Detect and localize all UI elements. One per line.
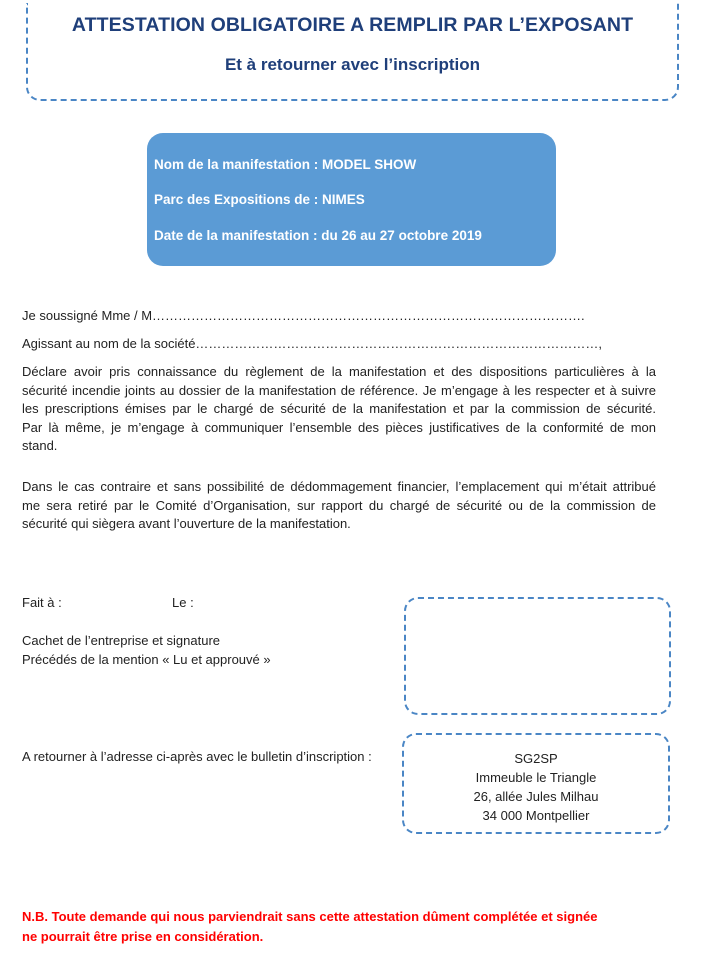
declaration-line: les prescriptions émises par le chargé de sécurité de la manifestation et par la commission de sécurité. [22,401,656,416]
event-date: Date de la manifestation : du 26 au 27 octobre 2019 [154,228,482,243]
declaration-line: stand. [22,438,58,453]
return-label: A retourner à l’adresse ci-après avec le bulletin d’inscription : [22,749,372,764]
header-box [26,3,679,101]
contrary-line: me sera retiré par le Comité d’Organisation, sur rapport du chargé de sécurité ou de la commission de [22,497,656,513]
place-label: Fait à : [22,595,62,610]
address-line: 34 000 Montpellier [482,808,590,823]
event-info-box [147,133,556,266]
document-title: ATTESTATION OBLIGATOIRE A REMPLIR PAR L’EXPOSANT [71,14,634,36]
nb-warning [22,907,662,947]
address-line: SG2SP [514,751,558,766]
declaration-paragraph [22,363,656,456]
company-field[interactable]: Agissant au nom de la société…………………………………………………………………………………, [22,336,603,351]
nb-line: N.B. Toute demande qui nous parviendrait sans cette attestation dûment complétée et signée [22,909,598,924]
nb-line: ne pourrait être prise en considération. [22,929,264,944]
date-label: Le : [172,595,194,610]
address-box [402,733,670,834]
address-line: 26, allée Jules Milhau [473,789,599,804]
signature-box[interactable] [404,597,671,715]
address-line: Immeuble le Triangle [475,770,597,785]
stamp-label: Cachet de l’entreprise et signature [22,633,221,648]
undersigned-field[interactable]: Je soussigné Mme / M………………………………………………………………………………………. [22,308,585,323]
contrary-paragraph [22,478,656,534]
event-name: Nom de la manifestation : MODEL SHOW [154,157,417,172]
event-park: Parc des Expositions de : NIMES [154,192,365,207]
document-subtitle: Et à retourner avec l’inscription [224,55,481,74]
contrary-line: sécurité qui siègera avant l’ouverture de la manifestation. [22,516,351,531]
declaration-line: Par là même, je m’engage à communiquer l’ensemble des pièces justificatives de la conformité de mon [22,419,656,435]
declaration-line: sécurité incendie joints au dossier de la manifestation de référence. Je m’engage à les respecter et à suivre [22,382,656,398]
declaration-line: Déclare avoir pris connaissance du règlement de la manifestation et des dispositions particulières à la [22,364,656,379]
contrary-line: Dans le cas contraire et sans possibilité de dédommagement financier, l’emplacement qui m’était attribué [22,479,656,494]
mention-label: Précédés de la mention « Lu et approuvé » [22,652,271,667]
address-block [404,749,668,825]
